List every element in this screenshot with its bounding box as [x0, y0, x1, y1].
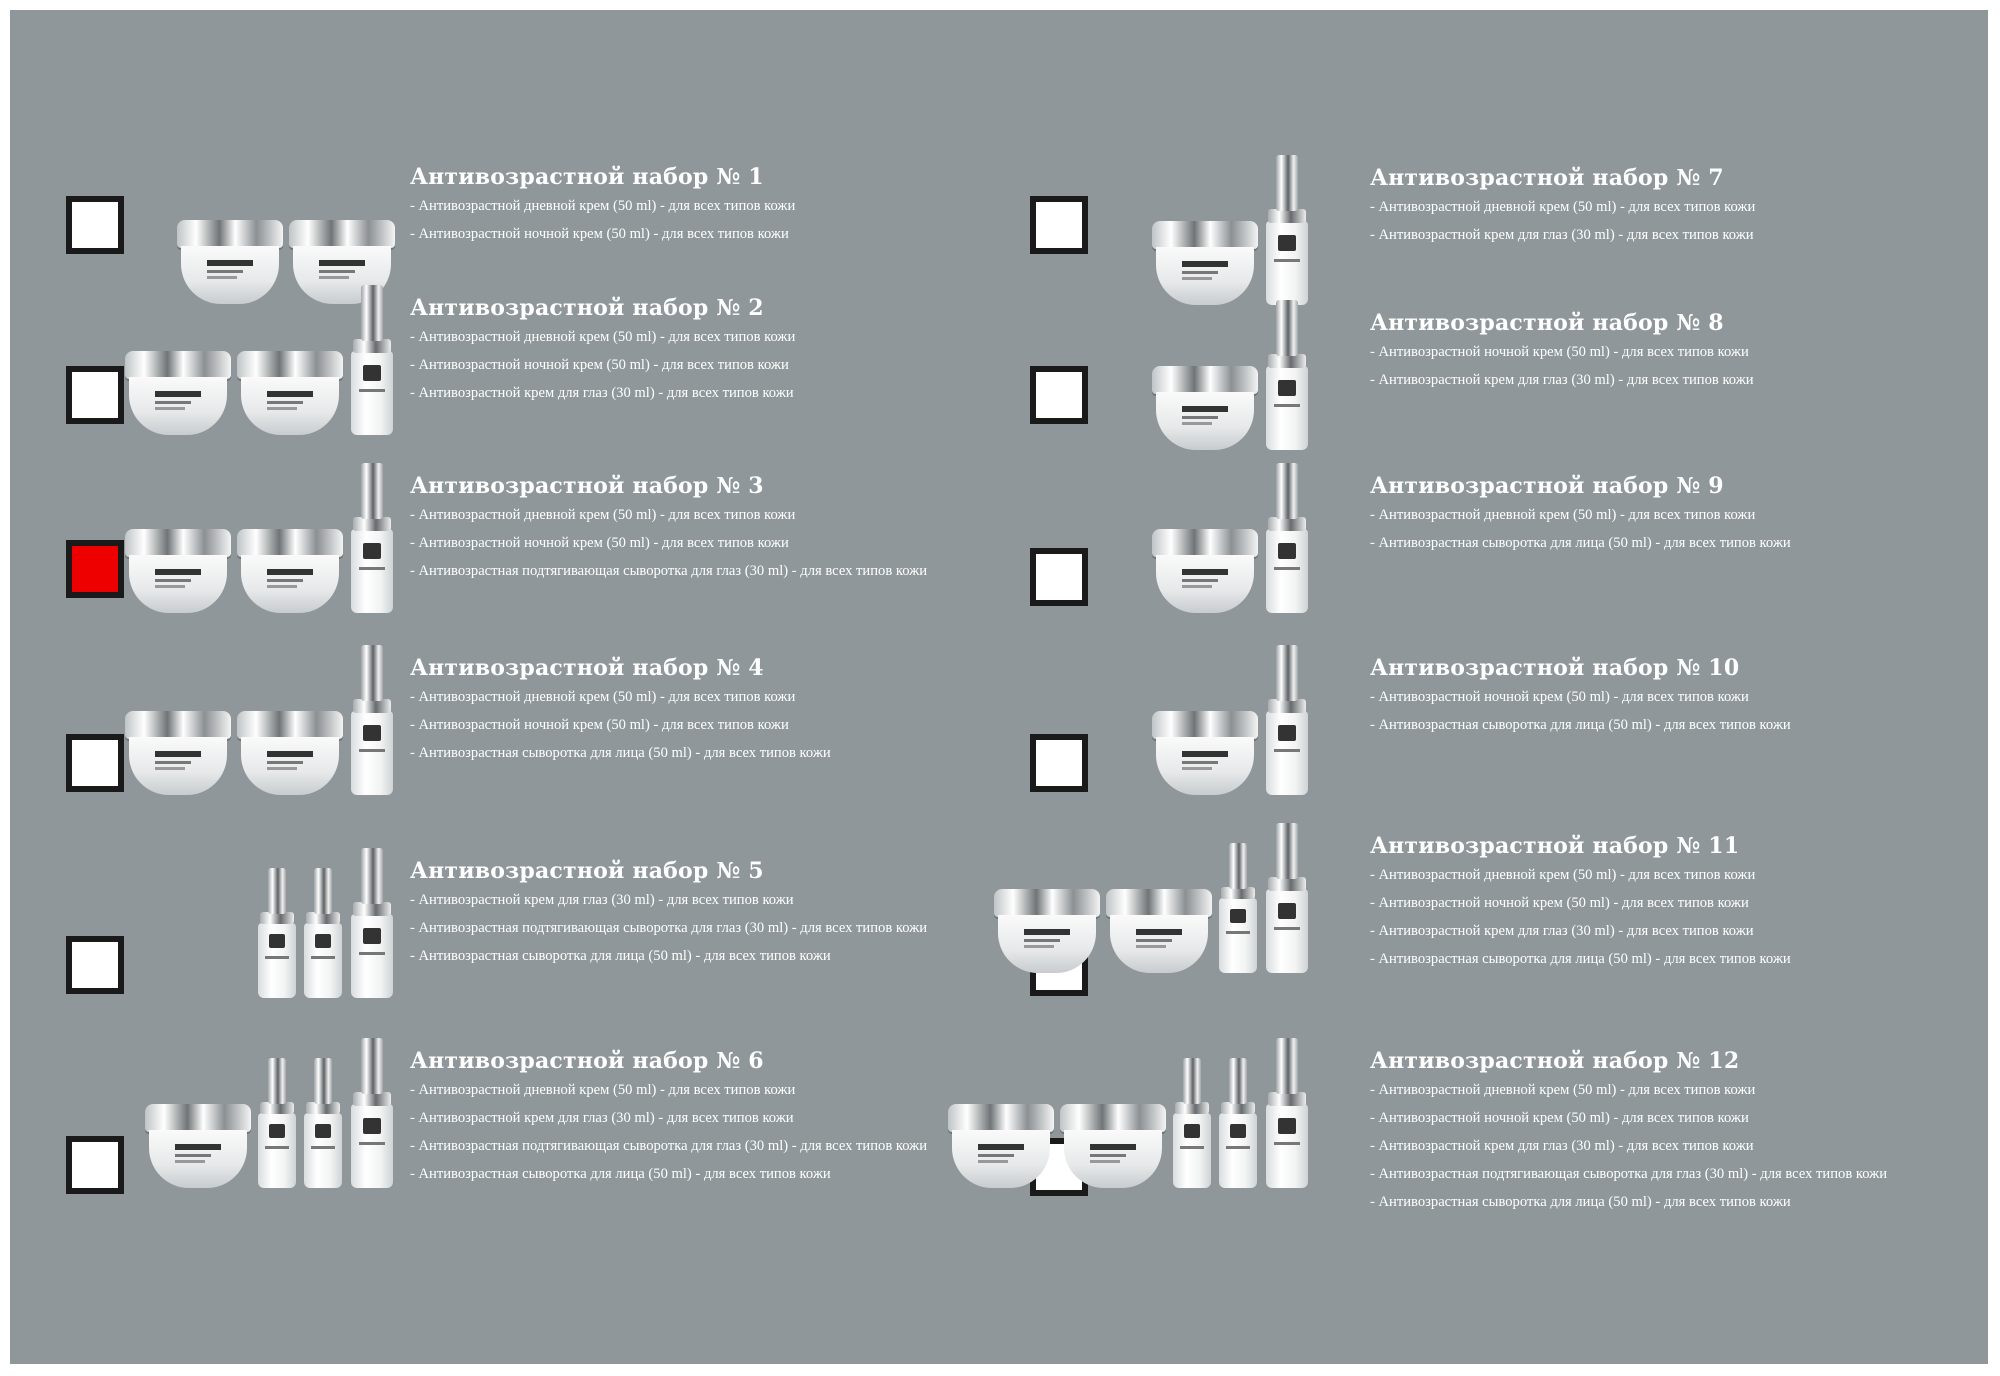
bottle-label-line — [359, 567, 385, 570]
cream-jar-image — [1060, 1104, 1166, 1188]
jar-label-graphic — [978, 1144, 1028, 1174]
brand-logo-icon — [363, 725, 381, 741]
bottle-collar — [353, 517, 391, 531]
brand-logo-icon — [1278, 725, 1296, 741]
jar-lid — [1152, 711, 1258, 739]
brand-logo-icon — [269, 934, 285, 948]
bottle-collar — [353, 339, 391, 353]
bottle-label-line — [1274, 749, 1300, 752]
eye-serum-bottle-image — [1218, 843, 1258, 973]
jar-label-graphic — [267, 391, 317, 421]
bottle-cap — [1276, 1038, 1298, 1094]
bottle-cap — [314, 1058, 332, 1104]
set-item: - Антивозрастная сыворотка для лица (50 ml) - для всех типов кожи — [1370, 951, 1791, 967]
set-title: Антивозрастной набор № 2 — [410, 295, 764, 321]
set-item: - Антивозрастная сыворотка для лица (50 ml) - для всех типов кожи — [410, 1166, 831, 1182]
bottle-cap — [1276, 300, 1298, 356]
set-items-list — [410, 501, 927, 585]
jar-lid — [125, 351, 231, 379]
set-item: - Антивозрастная подтягивающая сыворотка для глаз (30 ml) - для всех типов кожи — [410, 563, 928, 579]
set-item: - Антивозрастной ночной крем (50 ml) - для всех типов кожи — [1370, 344, 1749, 360]
bottle-cap — [361, 285, 383, 341]
set-item: - Антивозрастная сыворотка для лица (50 ml) - для всех типов кожи — [410, 948, 831, 964]
set-item: - Антивозрастная сыворотка для лица (50 ml) - для всех типов кожи — [410, 745, 831, 761]
bottle-cap — [361, 463, 383, 519]
bottle-cap — [1229, 1058, 1247, 1104]
set-item: - Антивозрастной ночной крем (50 ml) - для всех типов кожи — [410, 535, 789, 551]
serum-bottle-image — [349, 463, 395, 613]
set-items-list — [410, 683, 831, 767]
cream-jar-image — [145, 1104, 251, 1188]
bottle-glass — [1266, 366, 1308, 450]
set-product-images-10 — [1152, 625, 1310, 795]
bottle-cap — [361, 1038, 383, 1094]
jar-label-graphic — [1024, 929, 1074, 959]
serum-bottle-image — [349, 645, 395, 795]
bottle-cap — [1183, 1058, 1201, 1104]
bottle-label-line — [359, 1142, 385, 1145]
set-items-list — [1370, 338, 1754, 394]
bottle-glass — [351, 914, 393, 998]
brand-logo-icon — [315, 934, 331, 948]
set-checkbox-4[interactable] — [66, 734, 124, 792]
brand-logo-icon — [315, 1124, 331, 1138]
catalog-panel — [10, 10, 1988, 1364]
cream-jar-image — [1152, 366, 1258, 450]
bottle-cap — [1276, 463, 1298, 519]
jar-label-graphic — [155, 751, 205, 781]
bottle-glass — [351, 529, 393, 613]
bottle-glass — [1266, 529, 1308, 613]
set-item: - Антивозрастной ночной крем (50 ml) - для всех типов кожи — [410, 357, 789, 373]
set-product-images-11 — [994, 803, 1310, 973]
set-title: Антивозрастной набор № 1 — [410, 164, 764, 190]
serum-bottle-image — [1264, 645, 1310, 795]
bottle-cap — [361, 645, 383, 701]
bottle-cap — [314, 868, 332, 914]
set-item: - Антивозрастной дневной крем (50 ml) - для всех типов кожи — [410, 689, 796, 705]
bottle-label-line — [359, 749, 385, 752]
set-product-images-3 — [125, 443, 395, 613]
jar-lid — [289, 220, 395, 248]
bottle-label-line — [265, 1146, 289, 1149]
jar-lid — [994, 889, 1100, 917]
bottle-label-line — [359, 389, 385, 392]
bottle-label-line — [1180, 1146, 1204, 1149]
set-checkbox-2[interactable] — [66, 366, 124, 424]
bottle-collar — [1268, 1092, 1306, 1106]
set-items-list — [410, 192, 795, 248]
bottle-collar — [1268, 517, 1306, 531]
set-title: Антивозрастной набор № 9 — [1370, 473, 1724, 499]
set-title: Антивозрастной набор № 10 — [1370, 655, 1740, 681]
set-item: - Антивозрастной крем для глаз (30 ml) - для всех типов кожи — [1370, 372, 1754, 388]
jar-label-graphic — [267, 751, 317, 781]
bottle-label-line — [311, 1146, 335, 1149]
eye-serum-bottle-image — [303, 868, 343, 998]
set-product-images-8 — [1152, 280, 1310, 450]
brand-logo-icon — [1230, 909, 1246, 923]
bottle-glass — [351, 351, 393, 435]
brand-logo-icon — [1278, 903, 1296, 919]
bottle-cap — [361, 848, 383, 904]
jar-lid — [237, 351, 343, 379]
set-item: - Антивозрастная подтягивающая сыворотка для глаз (30 ml) - для всех типов кожи — [410, 1138, 928, 1154]
set-items-list — [1370, 1076, 1887, 1216]
cream-jar-image — [948, 1104, 1054, 1188]
cream-jar-image — [125, 529, 231, 613]
jar-lid — [125, 711, 231, 739]
bottle-label-line — [311, 956, 335, 959]
brand-logo-icon — [1184, 1124, 1200, 1138]
jar-label-graphic — [1182, 406, 1232, 436]
set-product-images-12 — [948, 1018, 1310, 1188]
brand-logo-icon — [1230, 1124, 1246, 1138]
set-title: Антивозрастной набор № 5 — [410, 858, 764, 884]
jar-label-graphic — [267, 569, 317, 599]
serum-bottle-image — [1264, 823, 1310, 973]
bottle-label-line — [1274, 259, 1300, 262]
jar-lid — [948, 1104, 1054, 1132]
jar-label-graphic — [1090, 1144, 1140, 1174]
set-item: - Антивозрастная сыворотка для лица (50 ml) - для всех типов кожи — [1370, 717, 1791, 733]
bottle-label-line — [265, 956, 289, 959]
set-checkbox-7[interactable] — [1030, 196, 1088, 254]
set-checkbox-3[interactable] — [66, 540, 124, 598]
cream-jar-image — [237, 351, 343, 435]
cream-jar-image — [1152, 529, 1258, 613]
jar-label-graphic — [155, 391, 205, 421]
set-items-list — [1370, 683, 1791, 739]
set-checkbox-1[interactable] — [66, 196, 124, 254]
jar-label-graphic — [155, 569, 205, 599]
set-title: Антивозрастной набор № 4 — [410, 655, 764, 681]
serum-bottle-image — [349, 848, 395, 998]
set-item: - Антивозрастной крем для глаз (30 ml) - для всех типов кожи — [410, 1110, 794, 1126]
jar-label-graphic — [1182, 751, 1232, 781]
bottle-collar — [353, 1092, 391, 1106]
bottle-collar — [353, 699, 391, 713]
jar-lid — [1152, 221, 1258, 249]
eye-serum-bottle-image — [303, 1058, 343, 1188]
set-item: - Антивозрастная сыворотка для лица (50 ml) - для всех типов кожи — [1370, 1194, 1791, 1210]
serum-bottle-image — [349, 1038, 395, 1188]
set-items-list — [1370, 193, 1755, 249]
set-item: - Антивозрастной ночной крем (50 ml) - для всех типов кожи — [1370, 1110, 1749, 1126]
cream-jar-image — [994, 889, 1100, 973]
jar-lid — [125, 529, 231, 557]
bottle-label-line — [1274, 927, 1300, 930]
set-items-list — [1370, 861, 1791, 973]
jar-label-graphic — [1136, 929, 1186, 959]
set-product-images-4 — [125, 625, 395, 795]
jar-lid — [237, 711, 343, 739]
bottle-cap — [268, 1058, 286, 1104]
bottle-glass — [1266, 1104, 1308, 1188]
set-item: - Антивозрастной дневной крем (50 ml) - для всех типов кожи — [1370, 1082, 1756, 1098]
bottle-collar — [353, 902, 391, 916]
set-item: - Антивозрастной дневной крем (50 ml) - для всех типов кожи — [410, 507, 796, 523]
set-item: - Антивозрастная подтягивающая сыворотка для глаз (30 ml) - для всех типов кожи — [1370, 1166, 1888, 1182]
set-item: - Антивозрастной ночной крем (50 ml) - для всех типов кожи — [410, 717, 789, 733]
jar-label-graphic — [175, 1144, 225, 1174]
bottle-cap — [1276, 645, 1298, 701]
jar-lid — [177, 220, 283, 248]
set-title: Антивозрастной набор № 6 — [410, 1048, 764, 1074]
set-title: Антивозрастной набор № 11 — [1370, 833, 1740, 859]
set-title: Антивозрастной набор № 12 — [1370, 1048, 1740, 1074]
brand-logo-icon — [1278, 235, 1296, 251]
cream-jar-image — [1152, 711, 1258, 795]
bottle-label-line — [1274, 1142, 1300, 1145]
eye-serum-bottle-image — [1172, 1058, 1212, 1188]
set-item: - Антивозрастная сыворотка для лица (50 ml) - для всех типов кожи — [1370, 535, 1791, 551]
set-item: - Антивозрастной ночной крем (50 ml) - для всех типов кожи — [1370, 689, 1749, 705]
brand-logo-icon — [363, 928, 381, 944]
set-checkbox-9[interactable] — [1030, 548, 1088, 606]
bottle-cap — [268, 868, 286, 914]
set-item: - Антивозрастной дневной крем (50 ml) - для всех типов кожи — [410, 198, 796, 214]
set-title: Антивозрастной набор № 8 — [1370, 310, 1724, 336]
bottle-collar — [1268, 354, 1306, 368]
jar-lid — [1152, 366, 1258, 394]
brand-logo-icon — [1278, 380, 1296, 396]
bottle-collar — [1268, 699, 1306, 713]
brand-logo-icon — [363, 365, 381, 381]
set-product-images-5 — [257, 828, 395, 998]
set-item: - Антивозрастной крем для глаз (30 ml) - для всех типов кожи — [1370, 1138, 1754, 1154]
set-title: Антивозрастной набор № 3 — [410, 473, 764, 499]
set-product-images-6 — [145, 1018, 395, 1188]
serum-bottle-image — [1264, 463, 1310, 613]
jar-lid — [145, 1104, 251, 1132]
brand-logo-icon — [1278, 1118, 1296, 1134]
set-title: Антивозрастной набор № 7 — [1370, 165, 1724, 191]
bottle-label-line — [1274, 567, 1300, 570]
eye-serum-bottle-image — [1218, 1058, 1258, 1188]
set-checkbox-10[interactable] — [1030, 734, 1088, 792]
set-item: - Антивозрастная подтягивающая сыворотка для глаз (30 ml) - для всех типов кожи — [410, 920, 928, 936]
bottle-label-line — [1226, 1146, 1250, 1149]
jar-label-graphic — [1182, 569, 1232, 599]
set-item: - Антивозрастной дневной крем (50 ml) - для всех типов кожи — [410, 329, 796, 345]
bottle-glass — [1266, 711, 1308, 795]
jar-lid — [1060, 1104, 1166, 1132]
set-item: - Антивозрастной крем для глаз (30 ml) - для всех типов кожи — [1370, 923, 1754, 939]
bottle-collar — [1268, 209, 1306, 223]
jar-lid — [1106, 889, 1212, 917]
set-product-images-9 — [1152, 443, 1310, 613]
cream-jar-image — [237, 529, 343, 613]
set-item: - Антивозрастной дневной крем (50 ml) - для всех типов кожи — [1370, 199, 1756, 215]
bottle-glass — [1266, 889, 1308, 973]
set-items-list — [1370, 501, 1791, 557]
bottle-label-line — [1226, 931, 1250, 934]
set-checkbox-6[interactable] — [66, 1136, 124, 1194]
serum-bottle-image — [349, 285, 395, 435]
set-items-list — [410, 1076, 927, 1188]
jar-lid — [1152, 529, 1258, 557]
cream-jar-image — [125, 711, 231, 795]
serum-bottle-image — [1264, 1038, 1310, 1188]
set-item: - Антивозрастной крем для глаз (30 ml) - для всех типов кожи — [1370, 227, 1754, 243]
jar-lid — [237, 529, 343, 557]
eye-serum-bottle-image — [257, 1058, 297, 1188]
set-item: - Антивозрастной дневной крем (50 ml) - для всех типов кожи — [410, 1082, 796, 1098]
bottle-cap — [1276, 823, 1298, 879]
cream-jar-image — [1106, 889, 1212, 973]
brand-logo-icon — [1278, 543, 1296, 559]
set-item: - Антивозрастной крем для глаз (30 ml) - для всех типов кожи — [410, 385, 794, 401]
bottle-cap — [1229, 843, 1247, 889]
set-product-images-2 — [125, 265, 395, 435]
set-checkbox-5[interactable] — [66, 936, 124, 994]
bottle-glass — [351, 1104, 393, 1188]
set-checkbox-8[interactable] — [1030, 366, 1088, 424]
bottle-collar — [1268, 877, 1306, 891]
bottle-label-line — [359, 952, 385, 955]
set-item: - Антивозрастной крем для глаз (30 ml) - для всех типов кожи — [410, 892, 794, 908]
set-item: - Антивозрастной ночной крем (50 ml) - для всех типов кожи — [410, 226, 789, 242]
brand-logo-icon — [363, 543, 381, 559]
set-item: - Антивозрастной дневной крем (50 ml) - для всех типов кожи — [1370, 867, 1756, 883]
set-items-list — [410, 886, 927, 970]
set-item: - Антивозрастной ночной крем (50 ml) - для всех типов кожи — [1370, 895, 1749, 911]
serum-bottle-image — [1264, 300, 1310, 450]
cream-jar-image — [125, 351, 231, 435]
bottle-glass — [351, 711, 393, 795]
bottle-label-line — [1274, 404, 1300, 407]
brand-logo-icon — [363, 1118, 381, 1134]
set-item: - Антивозрастной дневной крем (50 ml) - для всех типов кожи — [1370, 507, 1756, 523]
cream-jar-image — [237, 711, 343, 795]
brand-logo-icon — [269, 1124, 285, 1138]
eye-serum-bottle-image — [257, 868, 297, 998]
set-items-list — [410, 323, 795, 407]
